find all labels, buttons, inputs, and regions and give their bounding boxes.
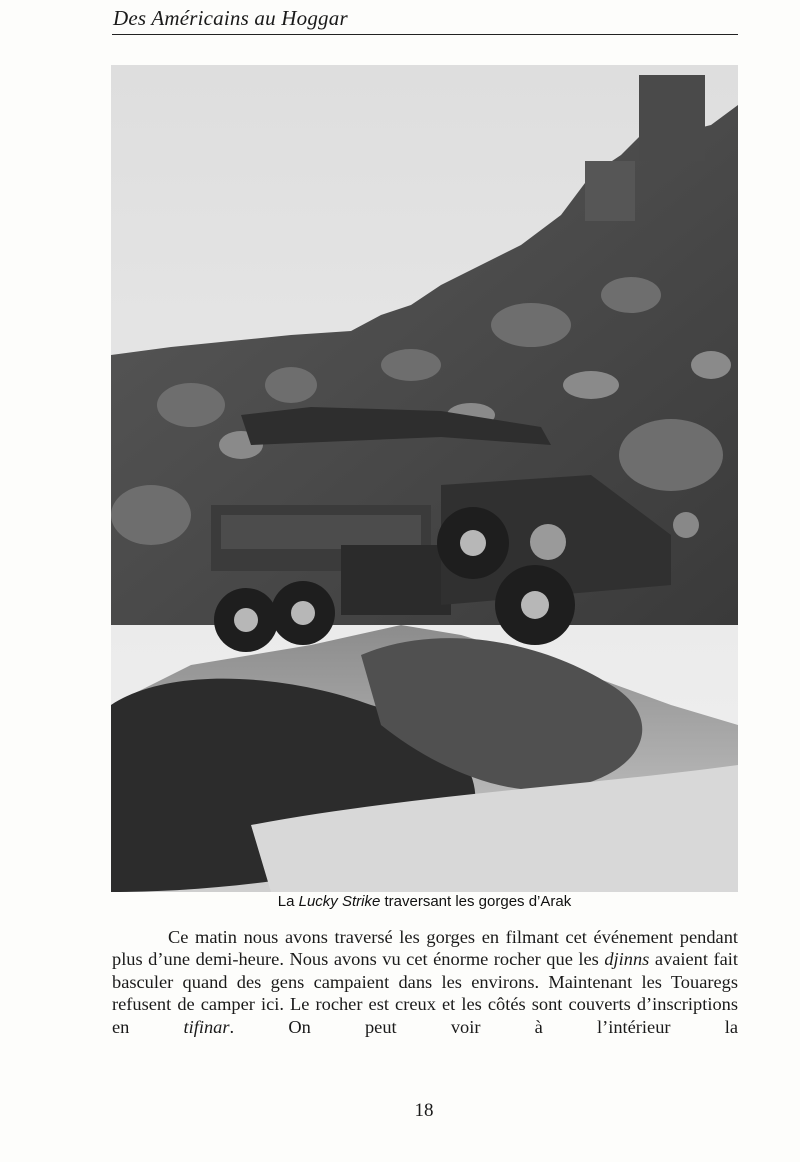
- caption-prefix: La: [277, 893, 299, 910]
- caption-italic-name: Lucky Strike: [298, 893, 381, 910]
- paragraph-italic-djinns: djinns: [604, 949, 650, 970]
- page-number: 18: [414, 1100, 434, 1121]
- running-header: Des Américains au Hoggar: [113, 6, 348, 30]
- paragraph-segment-3: . On peut voir à l’intérieur la: [229, 1016, 738, 1037]
- caption-suffix: traversant les gorges d’Arak: [380, 893, 572, 910]
- paragraph-italic-tifinar: tifinar: [183, 1016, 230, 1037]
- header-rule: [112, 34, 738, 35]
- body-paragraph: [112, 926, 738, 1038]
- photo-illustration: [111, 65, 738, 892]
- photograph-truck-in-gorge: [111, 65, 738, 892]
- paragraph-segment-2: avaient fait basculer quand des gens campaient dans les environs. Maintenant les Touaregs refusent de camper ici. Le rocher est creux et les côtés sont couverts d’inscriptions en: [112, 949, 738, 1037]
- paragraph-segment-1: Ce matin nous avons traversé les gorges en filmant cet événement pendant plus d’une demi-heure. Nous avons vu cet énorme rocher que les: [112, 927, 738, 970]
- figure-caption: [111, 893, 738, 910]
